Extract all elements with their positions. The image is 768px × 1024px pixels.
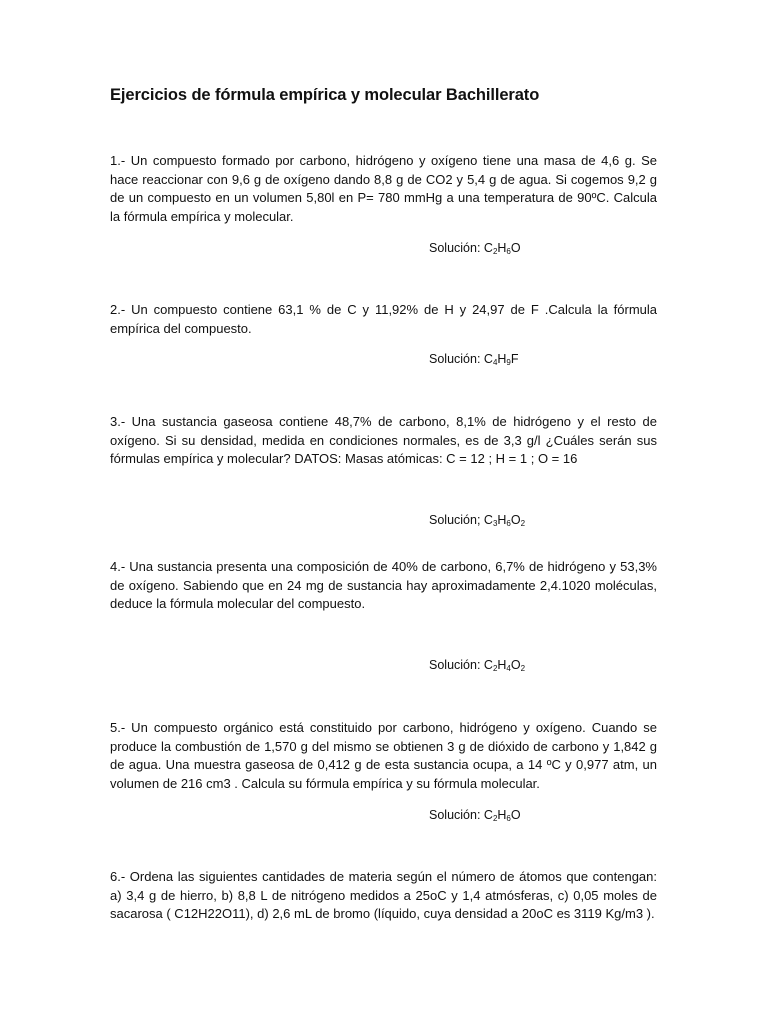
exercise-4-statement: 4.- Una sustancia presenta una composición de 40% de carbono, 6,7% de hidrógeno y 53,3% de oxígeno. Sabiendo que en 24 mg de sustancia hay aproximadamente 2,4.1020 moléculas, deduce la fórmula molecular del compuesto. <box>110 559 657 612</box>
exercise-3 <box>110 413 657 469</box>
exercise-2-statement: 2.- Un compuesto contiene 63,1 % de C y 11,92% de H y 24,97 de F .Calcula la fórmula empírica del compuesto. <box>110 302 657 336</box>
solution-label: Solución: <box>429 241 484 255</box>
exercise-6 <box>110 868 657 924</box>
exercise-4-solution <box>429 658 525 672</box>
solution-formula: $C_2H_4O_2$ <box>483 658 526 673</box>
solution-formula: $C_2H_6O$ <box>483 808 521 823</box>
exercise-1-solution <box>429 241 521 255</box>
exercise-1-statement: 1.- Un compuesto formado por carbono, hidrógeno y oxígeno tiene una masa de 4,6 g. Se hace reaccionar con 9,6 g de oxígeno dando 8,8 g de CO2 y 5,4 g de agua. Si cogemos 9,2 g de un compuesto en un volumen 5,80l en P= 780 mmHg a una temperatura de 90ºC. Calcula la fórmula empírica y molecular. <box>110 153 657 225</box>
exercise-5 <box>110 719 657 794</box>
exercise-4 <box>110 558 657 614</box>
solution-label: Solución: <box>429 352 484 366</box>
exercise-6-statement: 6.- Ordena las siguientes cantidades de materia según el número de átomos que contengan: a) 3,4 g de hierro, b) 8,8 L de nitrógeno medidos a 25oC y 1,4 atmósferas, c) 0,05 moles de sacarosa ( C12H22O11), d) 2,6 mL de bromo (líquido, cuya densidad a 20oC es 3119 Kg/m3 ). <box>110 869 657 922</box>
solution-label: Solución: <box>429 658 484 672</box>
solution-formula: $C_2H_6O$ <box>483 241 521 256</box>
solution-label: Solución; <box>429 513 484 527</box>
solution-label: Solución: <box>429 808 484 822</box>
exercise-3-statement: 3.- Una sustancia gaseosa contiene 48,7% de carbono, 8,1% de hidrógeno y el resto de oxígeno. Si su densidad, medida en condiciones normales, es de 3,3 g/l ¿Cuáles serán sus fórmulas empírica y molecular? DATOS: Masas atómicas: C = 12 ; H = 1 ; O = 16 <box>110 414 657 467</box>
solution-formula: $C_4H_9F$ <box>483 352 519 367</box>
exercise-3-solution <box>429 513 525 527</box>
exercise-2-solution <box>429 352 519 366</box>
exercise-5-solution <box>429 808 521 822</box>
solution-formula: $C_3H_6O_2$ <box>483 513 526 528</box>
exercise-2 <box>110 301 657 338</box>
exercise-5-statement: 5.- Un compuesto orgánico está constituido por carbono, hidrógeno y oxígeno. Cuando se produce la combustión de 1,570 g del mismo se obtienen 3 g de dióxido de carbono y 1,842 g de agua. Una muestra gaseosa de 0,412 g de esta sustancia ocupa, a 14 ºC y 0,977 atm, un volumen de 216 cm3 . Calcula su fórmula empírica y su fórmula molecular. <box>110 720 657 792</box>
document-title: Ejercicios de fórmula empírica y molecular Bachillerato <box>110 86 540 104</box>
exercise-1 <box>110 152 657 227</box>
